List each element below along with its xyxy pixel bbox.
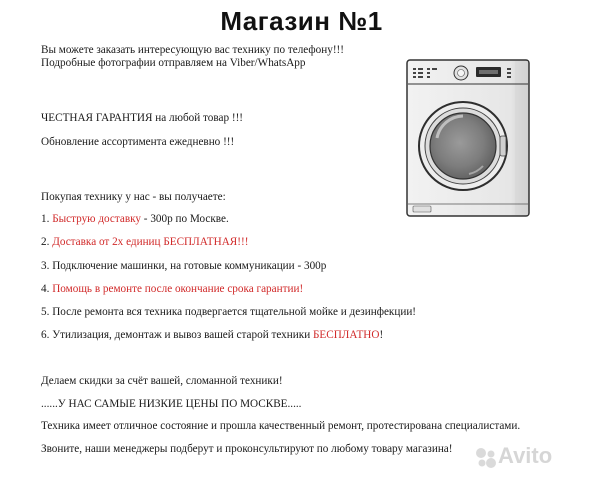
condition-line: Техника имеет отличное состояние и прошла качественный ремонт, протестирована специалистами. <box>41 420 521 432</box>
benefit-text: - 300р по Москве. <box>141 213 229 225</box>
benefit-item <box>41 329 383 342</box>
guarantee-caps: ЧЕСТНАЯ ГАРАНТИЯ <box>41 112 153 124</box>
benefit-text: 1. <box>41 213 53 225</box>
benefit-item <box>41 213 229 226</box>
call-line: Звоните, наши менеджеры подберут и проконсультируют по любому товару магазина! <box>41 443 453 455</box>
lowest-prices-line: ......У НАС САМЫЕ НИЗКИЕ ЦЕНЫ ПО МОСКВЕ..... <box>41 398 302 410</box>
benefit-text: 4. <box>41 283 53 295</box>
avito-watermark: Avito <box>498 443 553 468</box>
benefit-text: ! <box>379 329 384 341</box>
benefit-highlight: Помощь в ремонте после окончание срока гарантии! <box>52 283 304 295</box>
page-title: Магазин №1 <box>220 6 383 36</box>
benefit-highlight: Доставка от 2х единиц БЕСПЛАТНАЯ!!! <box>52 236 249 248</box>
benefit-item <box>41 306 416 319</box>
benefit-text: 5. После ремонта вся техника подвергается тщательной мойке и дезинфекции! <box>41 306 417 318</box>
intro-line-2: Подробные фотографии отправляем на Viber/WhatsApp <box>41 57 306 69</box>
benefits-intro: Покупая технику у нас - вы получаете: <box>41 191 226 203</box>
benefit-item <box>41 260 326 273</box>
benefit-text: 6. Утилизация, демонтаж и вывоз вашей старой техники <box>41 329 313 341</box>
benefit-text: 2. <box>41 236 53 248</box>
guarantee-line <box>41 112 243 125</box>
update-line: Обновление ассортимента ежедневно !!! <box>41 136 235 148</box>
benefit-item <box>41 283 303 296</box>
guarantee-rest: на любой товар !!! <box>152 112 244 124</box>
benefit-text: 3. Подключение машинки, на готовые коммуникации - 300р <box>41 260 327 272</box>
benefit-highlight: БЕСПЛАТНО <box>312 329 380 341</box>
avito-logo-icon <box>474 446 498 470</box>
benefit-highlight: Быструю доставку <box>52 213 141 225</box>
washing-machine-image <box>403 58 538 223</box>
benefit-item <box>41 236 248 249</box>
intro-line-1: Вы можете заказать интересующую вас технику по телефону!!! <box>41 44 344 56</box>
discount-line: Делаем скидки за счёт вашей, сломанной техники! <box>41 375 283 387</box>
